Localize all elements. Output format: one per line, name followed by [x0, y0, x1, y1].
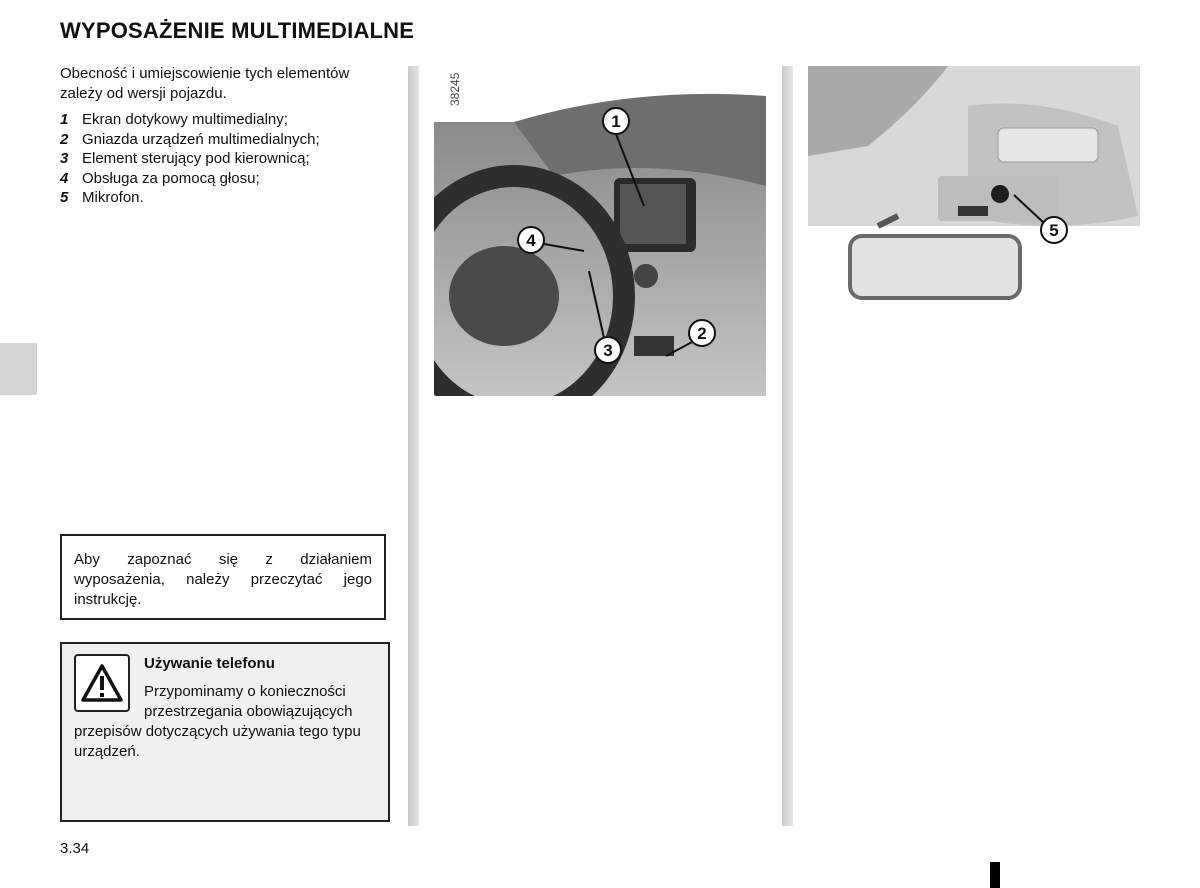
callout-2: 2 — [697, 324, 707, 343]
warning-title: Używanie telefonu — [144, 655, 275, 672]
warning-text: Przypominamy o konieczności przestrzegania obowiązujących przepisów dotyczących używania tego typu urządzeń. — [74, 683, 361, 760]
column-divider — [782, 66, 793, 826]
item-number: 1 — [60, 111, 69, 128]
list-item — [60, 110, 320, 130]
callout-4: 4 — [526, 231, 536, 250]
item-text: Element sterujący pod kierownicą; — [82, 150, 310, 167]
section-tab — [0, 343, 37, 395]
item-number: 2 — [60, 130, 69, 148]
callout-1: 1 — [611, 112, 621, 131]
column-divider — [408, 66, 419, 826]
item-text: Mikrofon. — [82, 189, 144, 206]
item-number: 5 — [60, 189, 69, 206]
intro-text: Obecność i umiejscowienie tych elementów zależy od wersji pojazdu. — [60, 65, 350, 102]
corner-mark — [990, 862, 1000, 888]
list-item — [60, 169, 320, 189]
ceiling-figure — [808, 66, 1140, 306]
item-number: 3 — [60, 150, 69, 167]
list-item — [60, 188, 320, 208]
warning-triangle-icon — [74, 654, 130, 712]
item-list — [60, 110, 320, 208]
item-text: Ekran dotykowy multimedialny; — [82, 111, 288, 128]
item-text: Gniazda urządzeń multimedialnych; — [82, 130, 320, 148]
item-number: 4 — [60, 169, 69, 187]
callout-3: 3 — [603, 341, 613, 360]
note-box: Aby zapoznać się z działaniem wyposażenia, należy przeczytać jego instrukcję. — [60, 534, 386, 620]
warning-box — [60, 642, 390, 822]
callout-5: 5 — [1049, 221, 1059, 240]
list-item — [60, 130, 320, 150]
item-text: Obsługa za pomocą głosu; — [82, 169, 260, 187]
dashboard-figure — [434, 66, 766, 396]
list-item — [60, 149, 320, 169]
page-title: WYPOSAŻENIE MULTIMEDIALNE — [60, 18, 415, 43]
page-number: 3.34 — [60, 840, 90, 857]
figure-id: 38245 — [448, 72, 462, 106]
